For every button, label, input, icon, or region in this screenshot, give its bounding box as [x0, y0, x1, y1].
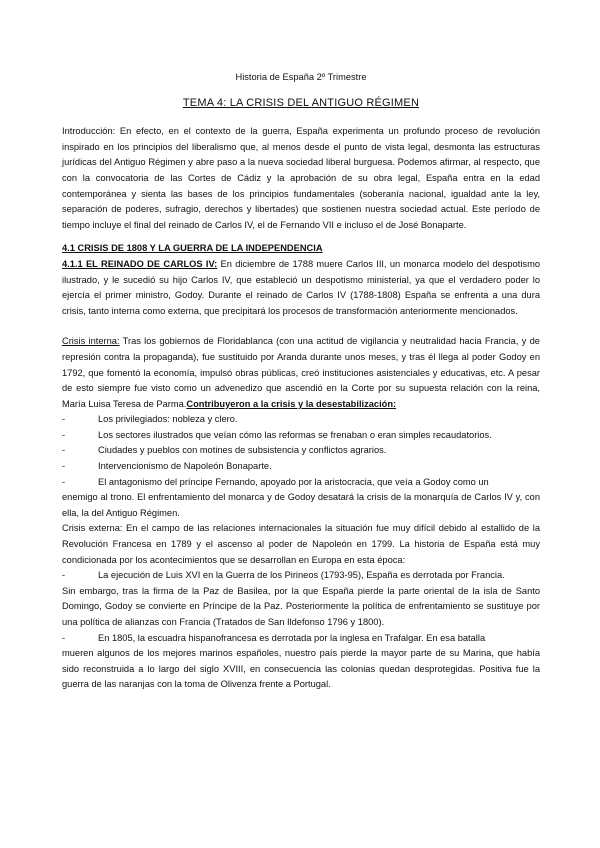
intro-paragraph: Introducción: En efecto, en el contexto de la guerra, España experimenta un profundo proceso de revolución inspirado en los principios del liberalismo que, al menos desde el punto de vista legal, desmonta las estructuras jurídicas del Antiguo Régimen y abre paso a la nueva sociedad liberal burguesa. Podemos afirmar, al respecto, que con la convocatoria de las Cortes de Cádiz y la aprobación de su obra legal, España entra en la edad contemporánea y sienta las bases de los principios fundamentales (soberanía nacional, igualdad ante la ley, separación de poderes, sufragio, derechos y libertades) que sostienen nuestra sociedad actual. Este período de tiempo incluye el final del reinado de Carlos IV, el de Fernando VII e incluso el de José Bonaparte. [62, 126, 540, 230]
list-item [62, 631, 540, 647]
list-item [62, 568, 540, 584]
subsection-4-1-1-text: En diciembre de 1788 muere Carlos III, un monarca modelo del despotismo ilustrado, y le sucedió su hijo Carlos IV, que estableció un despotismo ministerial, ya que el verdadero poder lo ejercía el primer ministro, Godoy. Durante el reinado de Carlos IV (1788-1808) España se enfrenta a una dura crisis, tanto interna como externa, que precipitará los procesos de transformación anteriormente mencionados. [62, 258, 540, 316]
subsection-4-1-1-heading: 4.1.1 EL REINADO DE CARLOS IV: [62, 258, 218, 269]
list-item [62, 428, 540, 444]
bullet-dash: - [62, 570, 66, 581]
list-item-text: El antagonismo del príncipe Fernando, apoyado por la aristocracia, que veía a Godoy como un [98, 476, 489, 487]
list-item-text: Ciudades y pueblos con motines de subsistencia y conflictos agrarios. [98, 445, 387, 456]
list-item [62, 443, 540, 459]
crisis-interna-text: Tras los gobiernos de Floridablanca (con una actitud de vigilancia y neutralidad hacia Francia, y de represión contra la propaganda), fue sustituido por Aranda durante unos meses, y tras él llega al poder Godoy en 1792, que fomentó la economía, impulsó obras públicas, creó instituciones asistenciales y educativas, etc. A pesar de esto siempre fue visto como un advenedizo que ascendió en la Corte por su supuesta relación con la reina, María Luisa Teresa de Parma. [62, 336, 540, 409]
list-item-continuation: Sin embargo, tras la firma de la Paz de Basilea, por la que España pierde la parte oriental de la isla de Santo Domingo, Godoy se convierte en Príncipe de la Paz. Posteriormente la política de enfrentamiento se sustituye por una política de alianzas con Francia (Tratados de San Ildefonso 1796 y 1800). [62, 585, 540, 627]
crisis-externa-paragraph: Crisis externa: En el campo de las relaciones internacionales la situación fue muy difícil debido al estallido de la Revolución Francesa en 1789 y el ascenso al poder de Napoleón en 1799. La historia de España está muy condicionada por los acontecimientos que se desarrollan en Europa en esta época: [62, 523, 540, 565]
crisis-interna-label: Crisis interna: [62, 336, 120, 347]
list-item-continuation: enemigo al trono. El enfrentamiento del monarca y de Godoy desatará la crisis de la monarquía de Carlos IV y, con ella, la del Antiguo Régimen. [62, 492, 540, 518]
bullet-dash: - [62, 414, 66, 425]
list-item-text: Intervencionismo de Napoleón Bonaparte. [98, 461, 272, 472]
subsection-4-1-1-paragraph [62, 257, 540, 319]
list-item [62, 459, 540, 475]
list-item-text: La ejecución de Luis XVI en la Guerra de los Pirineos (1793-95), España es derrotada por Francia. [98, 570, 505, 581]
crisis-interna-bold-tail: Contribuyeron a la crisis y la desestabilización: [186, 398, 397, 409]
list-item-text: En 1805, la escuadra hispanofrancesa es derrotada por la inglesa en Trafalgar. En esa batalla [98, 632, 486, 643]
document-page [62, 70, 540, 693]
bullet-dash: - [62, 429, 66, 440]
list-item-continuation: mueren algunos de los mejores marinos españoles, nuestro país pierde la mayor parte de su Marina, que había sido reconstruida a lo largo del siglo XVIII, en consecuencia las colonias quedan desprotegidas. Positiva fue la guerra de las naranjas con la toma de Olivenza frente a Portugal. [62, 648, 540, 690]
list-item-text: Los sectores ilustrados que veían cómo las reformas se frenaban o eran simples recaudatorios. [98, 429, 492, 440]
list-item [62, 412, 540, 428]
bullet-dash: - [62, 445, 66, 456]
bullet-dash: - [62, 476, 66, 487]
document-header: Historia de España 2º Trimestre [235, 72, 367, 82]
list-item [62, 475, 540, 491]
bullet-dash: - [62, 632, 66, 643]
section-4-1-heading: 4.1 CRISIS DE 1808 Y LA GUERRA DE LA INDEPENDENCIA [62, 243, 323, 254]
bullet-dash: - [62, 461, 66, 472]
document-title: TEMA 4: LA CRISIS DEL ANTIGUO RÉGIMEN [182, 96, 420, 109]
crisis-interna-paragraph [62, 334, 540, 412]
list-item-text: Los privilegiados: nobleza y clero. [98, 414, 238, 425]
